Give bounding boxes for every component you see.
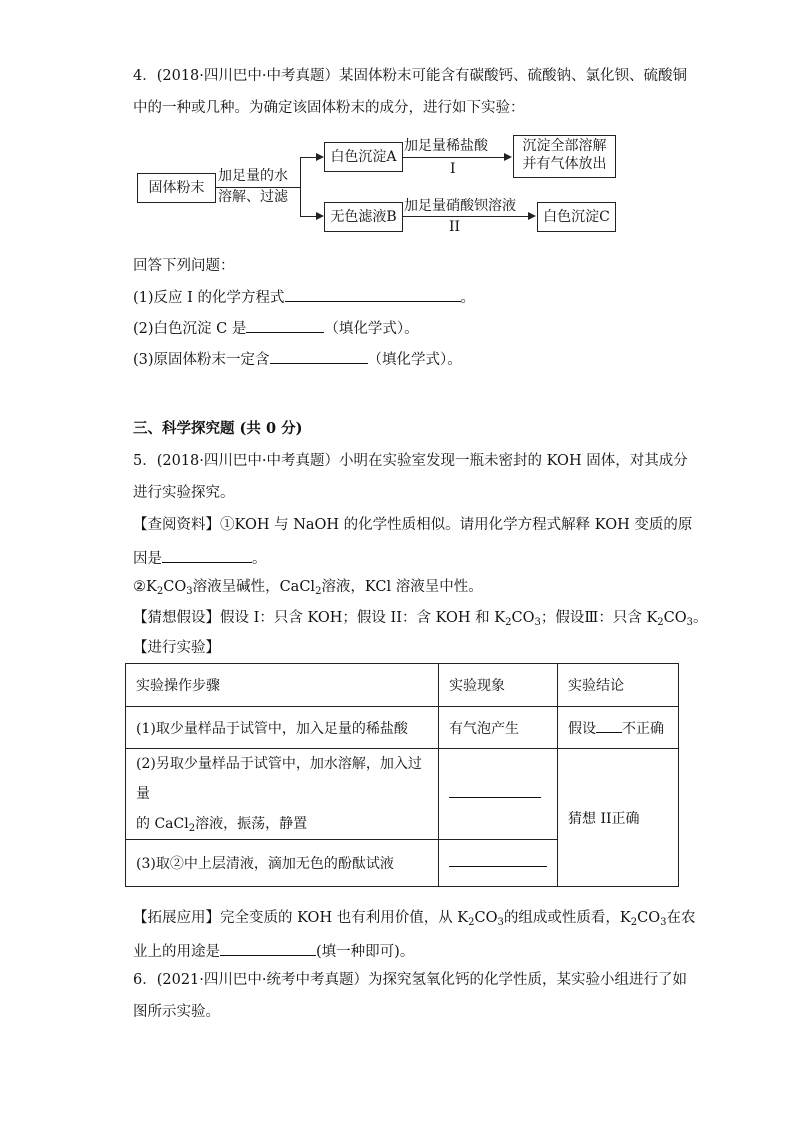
- section-title: 三、科学探究题 (共 0 分): [133, 420, 303, 437]
- r1c3-post: 不正确: [622, 721, 664, 737]
- app-e: 的组成或性质看，K: [503, 910, 631, 926]
- label-add-bano3: 加足量硝酸钡溶液: [404, 198, 516, 214]
- arrowhead-down: [316, 212, 324, 220]
- r1c3-pre: 假设: [568, 721, 596, 737]
- arrowhead-2: [528, 212, 536, 220]
- result-1-line2: 并有气体放出: [522, 156, 607, 172]
- r2c1-line2: [136, 809, 428, 839]
- answer-blank-2[interactable]: [246, 317, 324, 333]
- r2c1-a: 的 CaCl: [136, 816, 189, 832]
- table-cell: 有气泡产生: [439, 707, 558, 749]
- q5-ref2: [133, 577, 483, 597]
- box-white-precipitate-a: 白色沉淀A: [324, 142, 403, 172]
- ref2-f: 2: [315, 586, 322, 597]
- ref2-d: 3: [186, 586, 193, 597]
- hyp-b: 2: [505, 617, 512, 628]
- answer-blank-1[interactable]: [285, 286, 461, 302]
- answer-blank-3[interactable]: [270, 348, 368, 364]
- arrow2-line: [402, 216, 528, 217]
- hyp-f: 2: [657, 617, 664, 628]
- app-a: 【拓展应用】完全变质的 KOH 也有利用价值，从 K: [133, 910, 469, 926]
- table-cell: (1)取少量样品于试管中，加入足量的稀盐酸: [126, 707, 439, 749]
- arrow1-line: [402, 157, 504, 158]
- ref2-g: 溶液，KCl 溶液呈中性。: [321, 579, 483, 595]
- table-row: [126, 749, 679, 840]
- result-1-line1: 沉淀全部溶解: [522, 138, 607, 154]
- app-d: 3: [497, 917, 504, 928]
- app-f: 2: [630, 917, 638, 928]
- app-h: 3: [660, 917, 667, 928]
- label-dissolve-filter: 溶解、过滤: [218, 189, 288, 205]
- q4-sub2-end: （填化学式）。: [324, 321, 419, 337]
- q4-sub1-end: 。: [460, 290, 475, 306]
- table-row: [126, 664, 679, 707]
- label-add-hcl: 加足量稀盐酸: [404, 138, 488, 154]
- answer-blank-6[interactable]: [449, 796, 541, 798]
- q4-sub1: [133, 286, 475, 308]
- box-colorless-filtrate-b: 无色滤液B: [324, 202, 403, 232]
- connector-vertical: [300, 157, 301, 217]
- table-row: [126, 707, 679, 749]
- box-result-1: [513, 135, 616, 178]
- q5-line1: 5．(2018·四川巴中·中考真题）小明在实验室发现一瓶未密封的 KOH 固体，对其成分: [133, 453, 688, 469]
- q5-app2-text: 业上的用途是: [133, 944, 220, 960]
- q5-ref-line1: 【查阅资料】①KOH 与 NaOH 的化学性质相似。请用化学方程式解释 KOH 变质的原: [133, 517, 693, 533]
- q4-sub3-text: (3)原固体粉末一定含: [133, 352, 270, 368]
- r2c1-line1: (2)另取少量样品于试管中，加水溶解，加入过量: [136, 756, 422, 802]
- ref2-a: ②K: [133, 579, 157, 595]
- table-cell[interactable]: [439, 840, 558, 887]
- table-cell: [126, 749, 439, 840]
- r2c1-b: 2: [188, 823, 196, 834]
- table-cell[interactable]: [439, 749, 558, 840]
- table-cell: 猜想 II正确: [558, 749, 679, 887]
- experiment-table: [125, 663, 679, 887]
- hyp-d: 3: [534, 617, 541, 628]
- answer-blank-5[interactable]: [596, 717, 622, 733]
- q4-answer-intro: 回答下列问题：: [133, 258, 235, 274]
- answer-blank-4[interactable]: [162, 547, 252, 563]
- label-reaction-2: II: [449, 219, 461, 235]
- q5-hypothesis: [133, 608, 708, 628]
- table-header-steps: 实验操作步骤: [126, 664, 439, 707]
- hyp-i: 。: [693, 610, 708, 626]
- box-white-precipitate-c: 白色沉淀C: [537, 202, 616, 232]
- q5-ref-line2-end: 。: [252, 551, 267, 567]
- table-cell: (3)取②中上层清液，滴加无色的酚酞试液: [126, 840, 439, 887]
- hyp-c: CO: [511, 610, 535, 626]
- box-solid-powder: 固体粉末: [137, 173, 216, 203]
- q4-sub2: [133, 317, 419, 339]
- hyp-h: 3: [686, 617, 694, 628]
- hyp-a: 【猜想假设】假设 I：只含 KOH；假设 II：含 KOH 和 K: [133, 610, 506, 626]
- ref2-b: 2: [156, 586, 164, 597]
- hyp-e: ；假设Ⅲ：只含 K: [540, 610, 658, 626]
- q5-ref-line2-text: 因是: [133, 551, 162, 567]
- q4-sub2-text: (2)白色沉淀 C 是: [133, 321, 247, 337]
- app-b: 2: [468, 917, 475, 928]
- ref2-e: 溶液呈碱性，CaCl: [192, 579, 316, 595]
- q5-ref-line2: [133, 547, 267, 569]
- q4-line2: 中的一种或几种。为确定该固体粉末的成分，进行如下实验：: [133, 100, 525, 116]
- hyp-g: CO: [663, 610, 687, 626]
- q4-sub3-end: （填化学式）。: [367, 352, 462, 368]
- app-g: CO: [637, 910, 661, 926]
- q5-line2: 进行实验探究。: [133, 485, 235, 501]
- q4-sub1-text: (1)反应 I 的化学方程式: [133, 290, 285, 306]
- connector-down: [300, 216, 317, 217]
- answer-blank-7[interactable]: [449, 865, 547, 867]
- arrowhead-up: [316, 153, 324, 161]
- q5-application-1: [133, 908, 695, 928]
- answer-blank-8[interactable]: [220, 940, 316, 956]
- arrowhead-1: [504, 153, 512, 161]
- q5-app2-end: (填一种即可)。: [316, 944, 415, 960]
- table-header-phenomena: 实验现象: [439, 664, 558, 707]
- table-cell: [558, 707, 679, 749]
- q6-line1: 6．(2021·四川巴中·统考中考真题）为探究氢氧化钙的化学性质，某实验小组进行了如: [133, 972, 687, 988]
- ref2-c: CO: [163, 579, 187, 595]
- q4-line1: 4．(2018·四川巴中·中考真题）某固体粉末可能含有碳酸钙、硫酸钠、氯化钡、硫酸铜: [133, 68, 687, 84]
- app-c: CO: [474, 910, 498, 926]
- connector-up: [300, 157, 317, 158]
- label-reaction-1: I: [450, 161, 456, 177]
- q5-application-2: [133, 940, 414, 962]
- label-add-water: 加足量的水: [218, 168, 288, 184]
- table-header-conclusion: 实验结论: [558, 664, 679, 707]
- q6-line2: 图所示实验。: [133, 1004, 220, 1020]
- q4-sub3: [133, 348, 462, 370]
- app-i: 在农: [666, 910, 696, 926]
- q5-exp-title: 【进行实验】: [133, 640, 220, 656]
- r2c1-c: 溶液，振荡，静置: [195, 816, 308, 832]
